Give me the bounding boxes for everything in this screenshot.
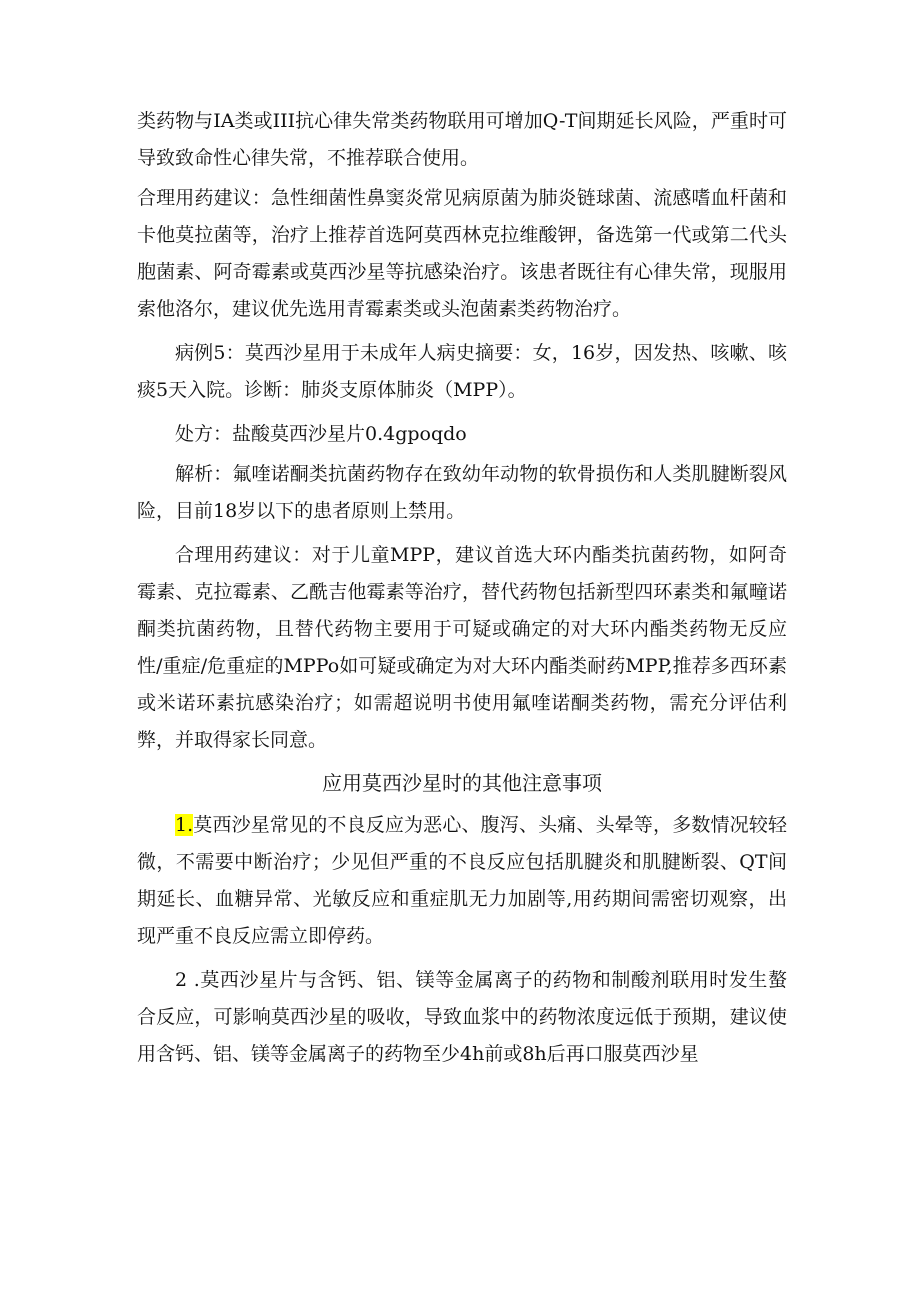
list-item-1 xyxy=(137,807,787,955)
paragraph-sinusitis-advice: 合理用药建议：急性细菌性鼻窦炎常见病原菌为肺炎链球菌、流感嗜血杆菌和卡他莫拉菌等，治疗上推荐首选阿莫西林克拉维酸钾，备选第一代或第二代头胞菌素、阿奇霉素或莫西沙星等抗感染治疗。该患者既往有心律失常，现服用索他洛尔，建议优先选用青霉素类或头泡菌素类药物治疗。 xyxy=(137,187,787,320)
section-heading: 应用莫西沙星时的其他注意事项 xyxy=(322,771,602,795)
paragraph-prescription: 处方：盐酸莫西沙星片0.4gpoqdo xyxy=(175,423,467,445)
list-item-1-text: 莫西沙星常见的不良反应为恶心、腹泻、头痛、头晕等，多数情况较轻微，不需要中断治疗；少见但严重的不良反应包括肌腱炎和肌腱断裂、QT间期延长、血糖异常、光敏反应和重症肌无力加剧等,用药期间需密切观察，出现严重不良反应需立即停药。 xyxy=(137,814,787,947)
document-body xyxy=(137,103,787,1073)
paragraph-qt-risk: 类药物与IA类或III抗心律失常类药物联用可增加Q-T间期延长风险，严重时可导致致命性心律失常，不推荐联合使用。 xyxy=(137,110,787,169)
paragraph-case5-history: 病例5：莫西沙星用于未成年人病史摘要：女，16岁，因发热、咳嗽、咳痰5天入院。诊断：肺炎支原体肺炎（MPP）。 xyxy=(137,342,787,401)
paragraph-mpp-advice: 合理用药建议：对于儿童MPP，建议首选大环内酯类抗菌药物，如阿奇霉素、克拉霉素、乙酰吉他霉素等治疗，替代药物包括新型四环素类和氟疃诺酮类抗菌药物，且替代药物主要用于可疑或确定的对大环内酯类药物无反应性/重症/危重症的MPPo如可疑或确定为对大环内酯类耐药MPP,推荐多西环素或米诺环素抗感染治疗；如需超说明书使用氟喹诺酮类药物，需充分评估利弊，并取得家长同意。 xyxy=(137,544,787,751)
list-item-2: 2 .莫西沙星片与含钙、铝、镁等金属离子的药物和制酸剂联用时发生螯合反应，可影响莫西沙星的吸收，导致血浆中的药物浓度远低于预期，建议使用含钙、铝、镁等金属离子的药物至少4h前或8h后再口服莫西沙星 xyxy=(137,969,787,1065)
paragraph-analysis: 解析：氟喹诺酮类抗菌药物存在致幼年动物的软骨损伤和人类肌腱断裂风险，目前18岁以下的患者原则上禁用。 xyxy=(137,463,787,522)
highlighted-marker: 1. xyxy=(175,814,194,836)
